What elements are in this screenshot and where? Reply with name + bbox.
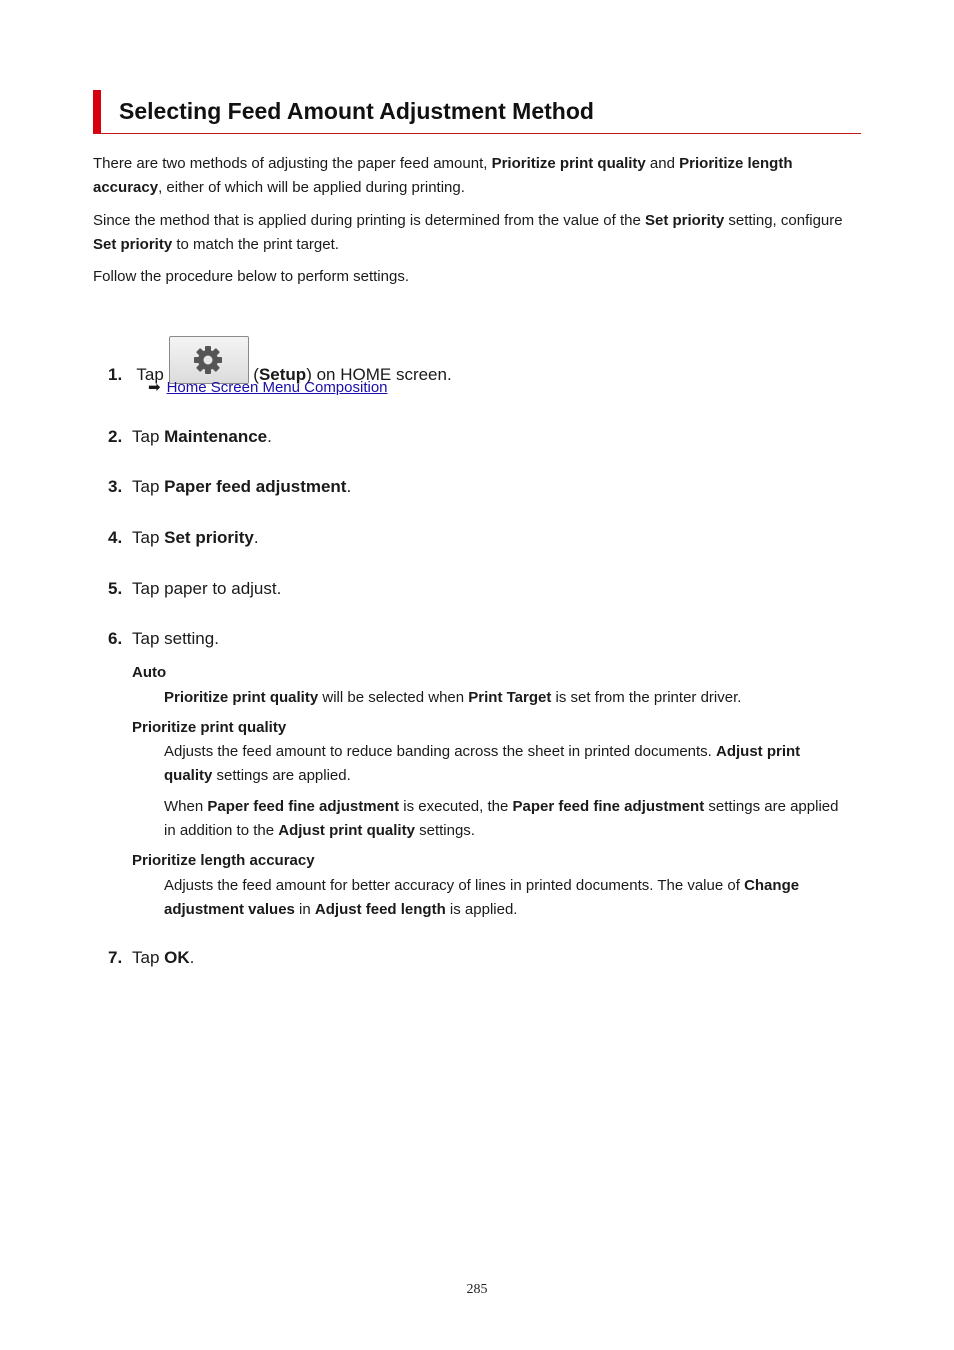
step-number: 5. — [108, 579, 123, 598]
step-number: 4. — [108, 528, 123, 547]
option-term-print-quality: Prioritize print quality — [132, 719, 287, 736]
step-2: 2. Tap Maintenance. — [108, 427, 272, 446]
heading-accent-bar — [93, 90, 101, 133]
step-5: 5. Tap paper to adjust. — [108, 579, 282, 598]
option-desc-auto: Prioritize print quality will be selected when Print Target is set from the printer driver. — [164, 689, 742, 706]
gear-icon — [193, 345, 223, 375]
intro-paragraph-2: Since the method that is applied during printing is determined from the value of the Set priority setting, configure Set priority to match the print target. — [93, 212, 843, 253]
step-number: 3. — [108, 477, 123, 496]
intro-paragraph-3: Follow the procedure below to perform settings. — [93, 268, 409, 285]
option-term-length-accuracy: Prioritize length accuracy — [132, 852, 315, 869]
step-number: 1. — [108, 365, 123, 384]
arrow-right-icon: ➡ — [148, 379, 161, 396]
home-screen-menu-composition-link[interactable]: Home Screen Menu Composition — [166, 379, 388, 396]
page-number: 285 — [466, 1282, 488, 1297]
step-7: 7. Tap OK. — [108, 948, 195, 967]
option-term-auto: Auto — [132, 664, 167, 681]
section-heading — [93, 90, 861, 134]
intro-paragraph-1: There are two methods of adjusting the paper feed amount, Prioritize print quality and Prioritize length accuracy, either of which will be applied during printing. — [93, 155, 793, 196]
option-desc-print-quality-2: When Paper feed fine adjustment is executed, the Paper feed fine adjustment settings are applied in addition to the Adjust print quality settings. — [164, 798, 839, 839]
related-link — [148, 377, 388, 399]
step-4: 4. Tap Set priority. — [108, 528, 259, 547]
step-number: 6. — [108, 629, 123, 648]
step-3: 3. Tap Paper feed adjustment. — [108, 477, 352, 496]
step-6: 6. Tap setting. — [108, 629, 219, 648]
option-desc-length-accuracy: Adjusts the feed amount for better accuracy of lines in printed documents. The value of Change adjustment values in Adjust feed length is applied. — [164, 877, 800, 918]
option-desc-print-quality-1: Adjusts the feed amount to reduce banding across the sheet in printed documents. Adjust print quality settings are applied. — [164, 743, 801, 784]
step-1: 1. Tap (Setup) on HOME screen. — [108, 336, 848, 386]
step-number: 2. — [108, 427, 123, 446]
page-title: Selecting Feed Amount Adjustment Method — [119, 98, 594, 124]
step-number: 7. — [108, 948, 123, 967]
